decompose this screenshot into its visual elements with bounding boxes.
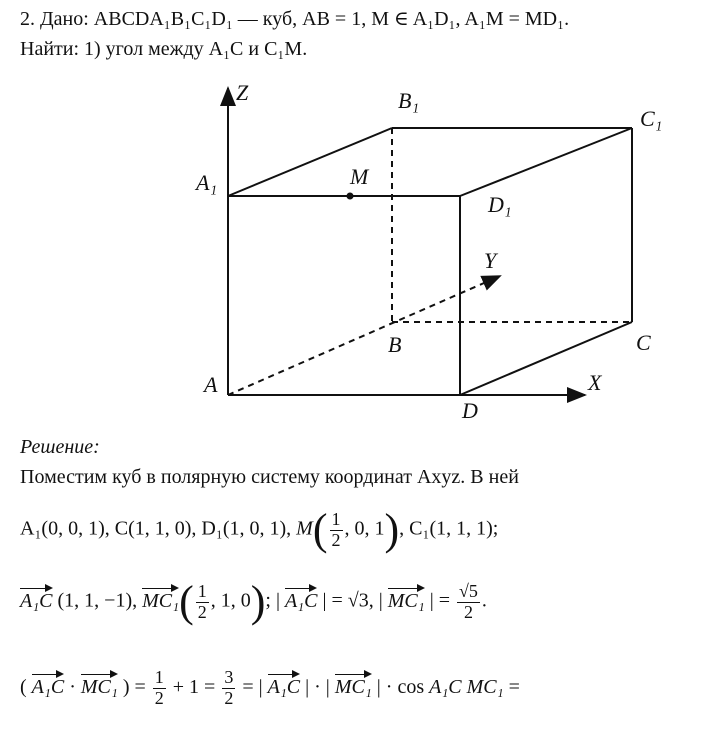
coords-line: A₁(0, 0, 1), C(1, 1, 0), D₁(1, 0, 1), M( $\frac{1}{2}$ , 0, 1), C₁(1, 1, 1); [20, 505, 499, 554]
coord-c: C(1, 1, 0), [114, 517, 197, 540]
coord-d1: D₁(1, 0, 1), [201, 517, 292, 540]
label-x: X [588, 370, 602, 395]
abs-a1c-value: = √3 [331, 589, 369, 612]
label-b: B [388, 332, 402, 357]
problem-find: Найти: 1) угол между A₁C и C₁M. [20, 38, 308, 60]
label-a: A [204, 372, 218, 397]
vectors-line: A₁C (1, 1, −1), MC₁( $\frac{1}{2}$ , 1, 0); | A₁C | = √3, | MC₁ | = $\frac{√5}{2}$ . [20, 577, 487, 626]
vector-a1c-value: (1, 1, −1), [57, 589, 138, 612]
label-y: Y [484, 248, 497, 273]
label-a1: A₁ [196, 170, 218, 195]
solution-heading: Решение: [20, 436, 100, 458]
problem-given: 2. Дано: ABCDA₁B₁C₁D₁ — куб, AB = 1, M ∈ A₁D₁, A₁M = MD₁. [20, 8, 570, 30]
coord-m-rest: , 0, 1 [344, 517, 385, 540]
label-b1: B₁ [398, 88, 420, 113]
coord-m-label: M [296, 517, 313, 540]
coord-m-frac: $\frac{1}{2}$ [331, 508, 341, 550]
label-c: C [636, 330, 651, 355]
dot-a1c: A₁C [32, 670, 65, 699]
abs-a1c: A₁C [285, 584, 318, 613]
edge-c1-d1 [460, 128, 632, 196]
coord-a1: A₁(0, 0, 1), [20, 517, 110, 540]
label-d: D [462, 398, 478, 423]
label-c1: C₁ [640, 106, 663, 131]
dot-product-line: ( A₁C · MC₁ ) = $\frac{1}{2}$ + 1 = $\frac{3}{2}$ = | A₁C | · | MC₁ | · cos A₁C MC₁ = [20, 667, 520, 708]
vector-a1c: A₁C [20, 584, 53, 613]
label-d1: D₁ [488, 192, 512, 217]
edge-c-d [460, 322, 632, 395]
abs-mc1-value: $\frac{√5}{2}$ [459, 580, 478, 622]
vector-mc1: MC₁ [142, 584, 179, 613]
label-m: M [350, 164, 369, 189]
abs-mc1: MC₁ [388, 584, 425, 613]
solution-intro: Поместим куб в полярную систему координат Axyz. В ней [20, 466, 519, 488]
label-z: Z [236, 80, 249, 105]
dot-mc1: MC₁ [81, 670, 118, 699]
coord-c1: C₁(1, 1, 1); [409, 517, 499, 540]
point-m [347, 193, 354, 200]
angle-notation: A₁C MC₁ [429, 675, 504, 698]
